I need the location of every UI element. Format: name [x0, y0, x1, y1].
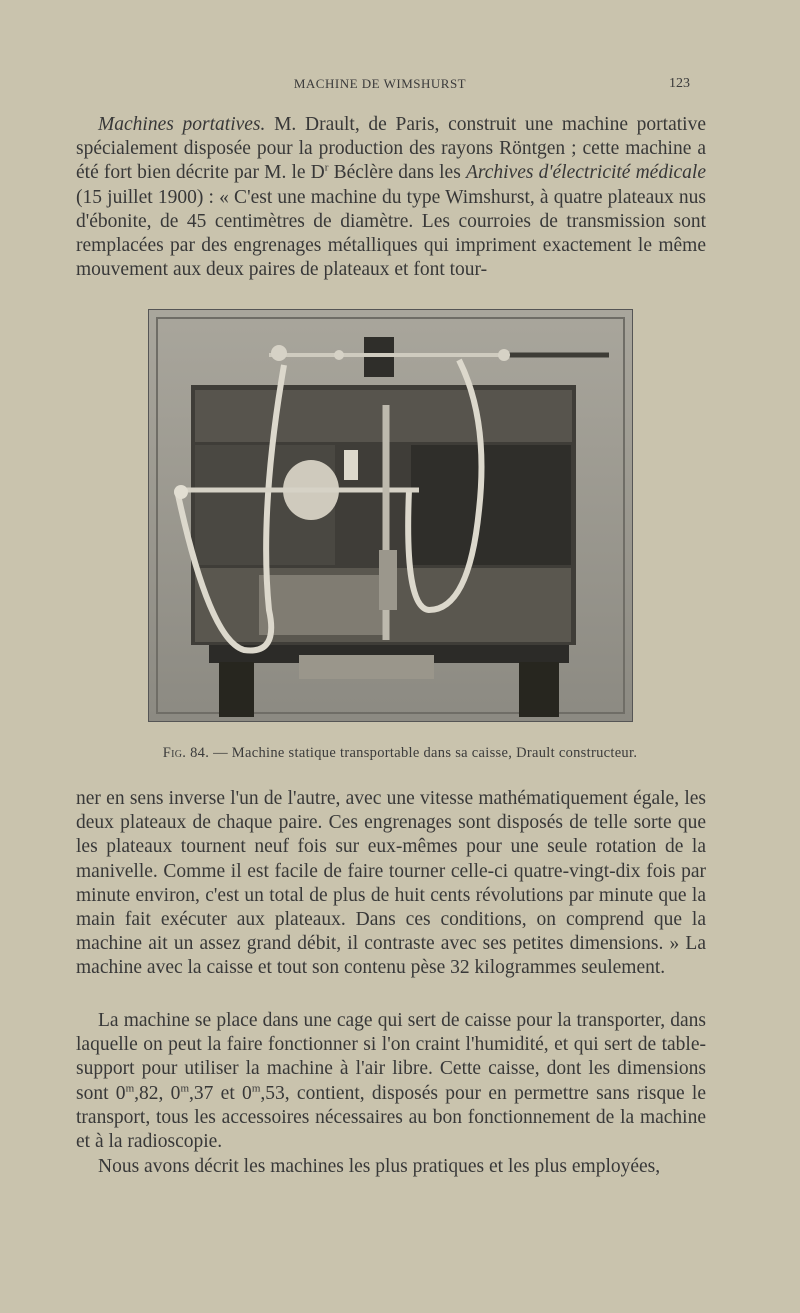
- paragraph-closing: Nous avons décrit les machines les plus pratiques et les plus employées,: [98, 1156, 661, 1177]
- paragraph-portable-machines: [76, 113, 706, 282]
- section-lead: Machines portatives.: [98, 114, 266, 135]
- paragraph-text: Béclère dans les: [328, 162, 466, 184]
- figure-caption: [60, 745, 740, 762]
- paragraph-cage: [76, 1009, 706, 1154]
- paragraph-text: ,82, 0: [134, 1082, 181, 1104]
- page-number: 123: [669, 76, 690, 91]
- paragraph-text: M. Drault, de Paris, construit une machine portative spécialement disposée pour la production des rayons Röntgen ; cette machine a été fort bien décrite par M. le D: [76, 114, 706, 184]
- superscript: m: [180, 1082, 189, 1095]
- page-header: [70, 76, 690, 94]
- superscript: r: [324, 161, 329, 174]
- paragraph-text: (15 juillet 1900) : « C'est une machine du type Wimshurst, à quatre plateaux nus d'ébonite, de 45 centimètres de diamètre. Les courroies de transmission sont remplacées par des engrenages métalliques qui impriment exactement le même mouvement aux deux paires de plateaux et font tour-: [76, 186, 706, 281]
- paragraph-text: ,37 et 0: [189, 1082, 252, 1104]
- figure-label: Fig. 84.: [162, 745, 210, 761]
- journal-title: Archives d'électricité médicale: [465, 162, 706, 184]
- caption-text: — Machine statique transportable dans sa caisse, Drault constructeur.: [209, 745, 638, 761]
- superscript: m: [125, 1082, 135, 1095]
- paragraph-text: La machine se place dans une cage qui sert de caisse pour la transporter, dans laquelle on peut la faire fonctionner si l'on craint l'humidité, et qui sert de table-support pour utiliser la machine à l'air libre. Cette caisse, dont les dimensions sont 0: [76, 1010, 706, 1104]
- superscript: m: [251, 1082, 261, 1095]
- running-title: MACHINE DE WIMSHURST: [293, 76, 467, 91]
- paragraph-text: ,53, contient, disposés pour en permettre sans risque le transport, tous les accessoires nécessaires au bon fonctionnement de la machine et à la radioscopie.: [76, 1082, 706, 1153]
- figure-photograph: [148, 309, 633, 722]
- paragraph-continuation: ner en sens inverse l'un de l'autre, avec une vitesse mathématiquement égale, les deux plateaux de chaque paire. Ces engrenages sont disposés de telle sorte que les plateaux tournent neuf fois sur eux-mêmes pour une seule rotation de la manivelle. Comme il est facile de faire tourner celle-ci quatre-vingt-dix fois par minute environ, c'est un total de plus de huit cents révolutions par minute que la main fait exécuter aux plateaux. Dans ces conditions, on comprend que la machine ait un assez grand débit, il contraste avec ses petites dimensions. » La machine avec la caisse et tout son contenu pèse 32 kilogrammes seulement.: [76, 788, 706, 979]
- machine-photo-illustration: [149, 310, 632, 721]
